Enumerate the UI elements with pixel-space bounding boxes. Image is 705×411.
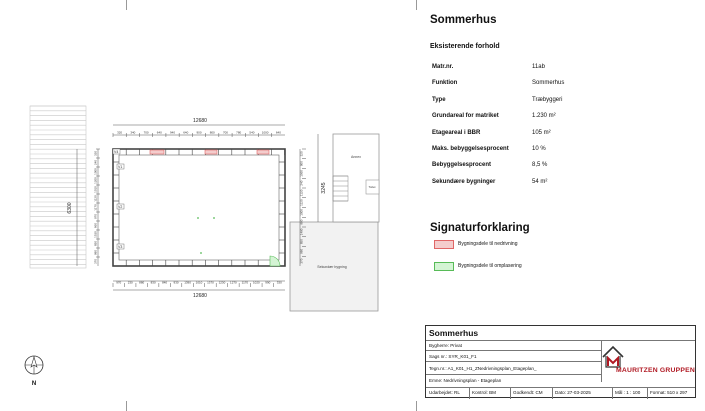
separator (612, 388, 613, 399)
wall-label-v4: V4 (114, 150, 119, 154)
dim-bottom-total: 12680 (193, 293, 207, 299)
dim-segment-label: 1230 (218, 280, 226, 285)
dim-segment-label: 1270 (230, 280, 237, 285)
dim-segment-label: 1530 (93, 231, 98, 238)
info-row (430, 141, 690, 157)
info-row (430, 59, 690, 75)
info-row (430, 157, 690, 173)
dim-segment-label: 700 (222, 130, 228, 135)
info-row-value: 105 m² (532, 129, 551, 136)
info-row-label: Funktion (432, 80, 458, 87)
dim-segment-label: 1120 (299, 189, 304, 197)
info-row (430, 125, 690, 141)
dim-segment-label: 940 (170, 130, 176, 135)
info-row-value: 10 % (532, 145, 546, 152)
dim-segment-label: 780 (236, 130, 242, 135)
dim-segment-label: 640 (183, 130, 189, 135)
wall-label-v2: V2 (118, 205, 123, 209)
info-row-label: Matr.nr. (432, 64, 454, 70)
legend-label-demolition: Bygningsdele til nedrivning (458, 241, 518, 247)
dim-top-total: 12680 (193, 118, 207, 124)
dim-segment-label: 970 (93, 213, 98, 220)
dim-segment-label: 850 (93, 240, 98, 247)
separator (510, 388, 511, 399)
titleblock-maal: Mål : 1 : 100 (615, 390, 641, 395)
info-row (430, 75, 690, 91)
dim-segment-label: 930 (173, 280, 179, 285)
dim-segment-label: 970 (116, 280, 122, 285)
dim-segment-label: 330 (276, 280, 282, 285)
titleblock-tegn-nr: Tegn.nr.: A1_K01_H1_ZNedrivningsplan_Etageplan_ (426, 362, 601, 375)
separator (552, 388, 553, 399)
dim-right-total: 3245 (321, 182, 327, 194)
info-row-value: Træbyggeri (532, 96, 563, 103)
info-row-value: Sommerhus (532, 80, 565, 87)
info-row-value: 1.230 m² (532, 113, 556, 120)
company-logo (601, 341, 696, 382)
dim-segment-label: 990 (299, 219, 304, 225)
info-row-label: Bebyggelsesprocent (432, 162, 492, 169)
dim-segment-label: 900 (299, 161, 304, 167)
info-row-label: Grundareal for matriket (432, 113, 499, 120)
info-row-label: Etageareal i BBR (432, 129, 481, 136)
existing-conditions-heading: Eksisterende forhold (430, 43, 500, 50)
dim-segment-label: 640 (275, 130, 281, 135)
dim-segment-label: 800 (209, 130, 215, 135)
dim-segment-label: 860 (93, 222, 98, 229)
titleblock-udarbejdet: Udarbejdet: RL (429, 390, 460, 395)
dim-segment-label: 830 (150, 280, 156, 285)
dim-segment-label: 1000 (261, 130, 269, 135)
legend-label-relocation: Bygningsdele til omplasering (458, 263, 522, 269)
dim-segment-label: 1120 (299, 199, 304, 206)
room-label-toilet: Toilet (368, 185, 376, 189)
dim-segment-label: 1010 (195, 280, 203, 285)
dim-segment-label: 340 (130, 130, 136, 135)
legend-title: Signaturforklaring (430, 222, 530, 234)
room-label-shed: Sekundær bygning (317, 265, 347, 269)
house-inner-wall (119, 155, 279, 260)
info-row (430, 92, 690, 108)
terrace-decking (30, 106, 86, 268)
dim-segment-label: 320 (117, 130, 123, 135)
wall-label-v1: V1 (118, 165, 123, 169)
info-row-value: 54 m² (532, 178, 548, 185)
crop-mark (126, 401, 127, 411)
titleblock-bottom-row (426, 387, 695, 398)
dim-segment-label: 330 (93, 150, 98, 157)
north-label: N (31, 381, 37, 387)
dim-segment-label: 240 (299, 180, 304, 186)
dim-segment-label: 980 (299, 248, 304, 254)
dim-segment-label: 370 (299, 258, 304, 264)
info-row-value: 11ab (532, 64, 545, 70)
dim-segment-label: 540 (249, 130, 255, 135)
dim-segment-label: 840 (162, 280, 168, 285)
dim-segment-label: 640 (156, 130, 162, 135)
dim-left-total: 6300 (67, 202, 73, 214)
titleblock-emne: Emne: Nedrivningsplan - Etageplan (429, 378, 502, 383)
titleblock-kontrol: Kontrol: BM (472, 390, 496, 395)
dim-segment-label: 900 (196, 130, 202, 135)
dim-segment-label: 240 (93, 159, 98, 166)
crop-mark (416, 401, 417, 411)
info-row-label: Maks. bebyggelsesprocent (432, 145, 509, 152)
titleblock-dato: Dato: 27-03-2025 (555, 390, 591, 395)
title-block (425, 325, 696, 398)
info-row-label: Sekundære bygninger (432, 178, 496, 185)
titleblock-bygherre: Bygherre: Privat (426, 341, 601, 351)
dim-segment-label: 320 (299, 151, 304, 157)
dim-segment-label: 370 (93, 258, 98, 265)
dim-segment-label: 1000 (93, 168, 98, 175)
dim-segment-label: 700 (143, 130, 149, 135)
dim-segment-label: 850 (299, 239, 304, 245)
company-name: MAURITZEN GRUPPEN (616, 367, 695, 374)
info-row-label: Type (432, 96, 446, 103)
legend-swatch-demolition (434, 240, 454, 249)
info-rows (430, 59, 690, 190)
legend-panel (430, 222, 690, 269)
dim-segment-label: 1000 (299, 209, 304, 216)
north-arrow-icon (23, 354, 45, 388)
dim-segment-label: 1120 (93, 195, 98, 202)
info-row (430, 108, 690, 124)
dim-segment-label: 1390 (184, 280, 191, 285)
legend-swatch-relocation (434, 262, 454, 271)
titleblock-sags-nr: Sags nr.: SYR_K01_F1 (426, 351, 601, 362)
dim-segment-label: 880 (139, 280, 145, 285)
dim-segment-label: 1060 (299, 170, 304, 177)
project-info-panel (430, 14, 690, 190)
dim-segment-label: 1370 (207, 280, 214, 285)
titleblock-format: Format: 510 x 297 (650, 390, 688, 395)
dim-segment-label: 1490 (299, 228, 304, 236)
dim-segment-label: 1170 (241, 280, 249, 285)
separator (647, 388, 648, 399)
dim-segment-label: 1020 (252, 280, 260, 285)
room-label-annex: Annex (351, 155, 361, 159)
dim-segment-label: 1170 (93, 204, 98, 211)
wall-label-v3: V3 (118, 245, 123, 249)
project-title: Sommerhus (430, 14, 497, 26)
info-row-value: 8,5 % (532, 162, 548, 169)
titleblock-godkendt: Godkendt: CM (513, 390, 543, 395)
separator (469, 388, 470, 399)
dim-segment-label: 980 (93, 249, 98, 256)
annex-building (333, 134, 379, 222)
house-logo-icon (602, 345, 624, 369)
dim-segment-label: 1010 (93, 186, 98, 193)
dim-segment-label: 990 (265, 280, 271, 285)
titleblock-title: Sommerhus (426, 326, 695, 341)
dim-segment-label: 230 (127, 280, 133, 285)
dim-segment-label: 1200 (93, 177, 98, 184)
info-row (430, 174, 690, 190)
